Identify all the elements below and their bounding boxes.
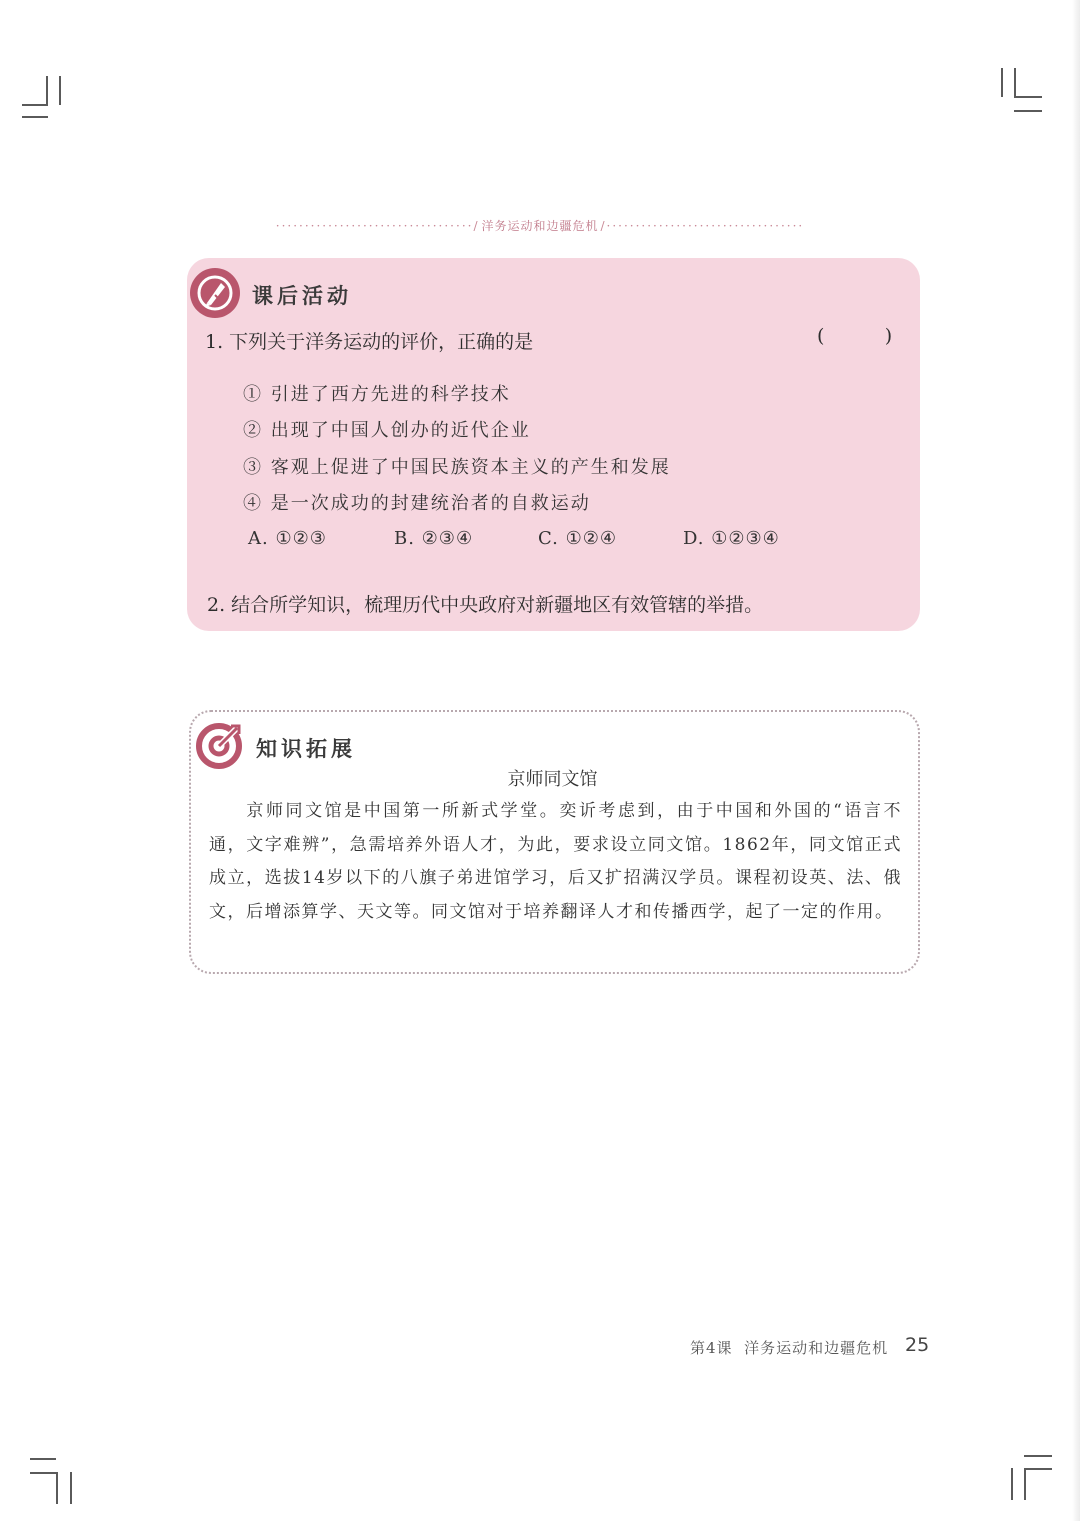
crop-mark bbox=[56, 1472, 58, 1504]
knowledge-subtitle: 京师同文馆 bbox=[507, 769, 598, 790]
option-item: ① 引进了西方先进的科学技术 bbox=[243, 384, 511, 405]
crop-mark bbox=[22, 116, 48, 118]
crop-mark bbox=[46, 76, 48, 105]
crop-mark bbox=[59, 76, 61, 105]
option-item: ② 出现了中国人创办的近代企业 bbox=[243, 420, 531, 441]
target-arrow-icon bbox=[195, 720, 245, 770]
option-item: ③ 客观上促进了中国民族资本主义的产生和发展 bbox=[243, 457, 671, 478]
running-head-text: 洋务运动和边疆危机 bbox=[481, 219, 599, 233]
knowledge-title: 知识拓展 bbox=[256, 737, 356, 761]
activity-title: 课后活动 bbox=[252, 284, 352, 308]
dotted-rule: ··································/ bbox=[275, 218, 480, 233]
answer-choice-a: A. ①②③ bbox=[248, 528, 327, 549]
dotted-rule: /·································· bbox=[600, 218, 805, 233]
knowledge-paragraph: 京师同文馆是中国第一所新式学堂。奕䜣考虑到，由于中国和外国的“语言不通，文字难辨”，急需培养外语人才，为此，要求设立同文馆。1862年，同文馆正式成立，选拔14岁以下的八旗子弟进馆学习，后又扩招满汉学员。课程初设英、法、俄文，后增添算学、天文等。同文馆对于培养翻译人才和传播西学，起了一定的作用。 bbox=[209, 801, 902, 922]
answer-choice-b: B. ②③④ bbox=[394, 528, 474, 549]
question-2: 2. 结合所学知识，梳理历代中央政府对新疆地区有效管辖的举措。 bbox=[207, 594, 764, 616]
running-head bbox=[0, 217, 1080, 234]
crop-mark bbox=[1011, 1468, 1013, 1500]
footer-lesson: 第4课 洋务运动和边疆危机 bbox=[690, 1339, 889, 1357]
pen-badge-icon bbox=[190, 268, 240, 318]
crop-mark bbox=[30, 1458, 56, 1460]
crop-mark bbox=[30, 1472, 56, 1474]
crop-mark bbox=[1014, 110, 1042, 112]
option-item: ④ 是一次成功的封建统治者的自救运动 bbox=[243, 493, 591, 514]
crop-mark bbox=[1024, 1468, 1052, 1470]
activity-box bbox=[187, 258, 920, 631]
answer-blank: ( ) bbox=[817, 325, 893, 347]
crop-mark bbox=[1024, 1468, 1026, 1500]
page-number: 25 bbox=[905, 1334, 930, 1356]
answer-choice-c: C. ①②④ bbox=[538, 528, 617, 549]
crop-mark bbox=[22, 104, 48, 106]
crop-mark bbox=[1024, 1455, 1052, 1457]
question-1: 1. 下列关于洋务运动的评价，正确的是 bbox=[205, 331, 534, 353]
crop-mark bbox=[1014, 96, 1042, 98]
answer-choice-d: D. ①②③④ bbox=[683, 528, 780, 549]
crop-mark bbox=[1001, 68, 1003, 97]
crop-mark bbox=[70, 1472, 72, 1504]
crop-mark bbox=[1014, 68, 1016, 97]
